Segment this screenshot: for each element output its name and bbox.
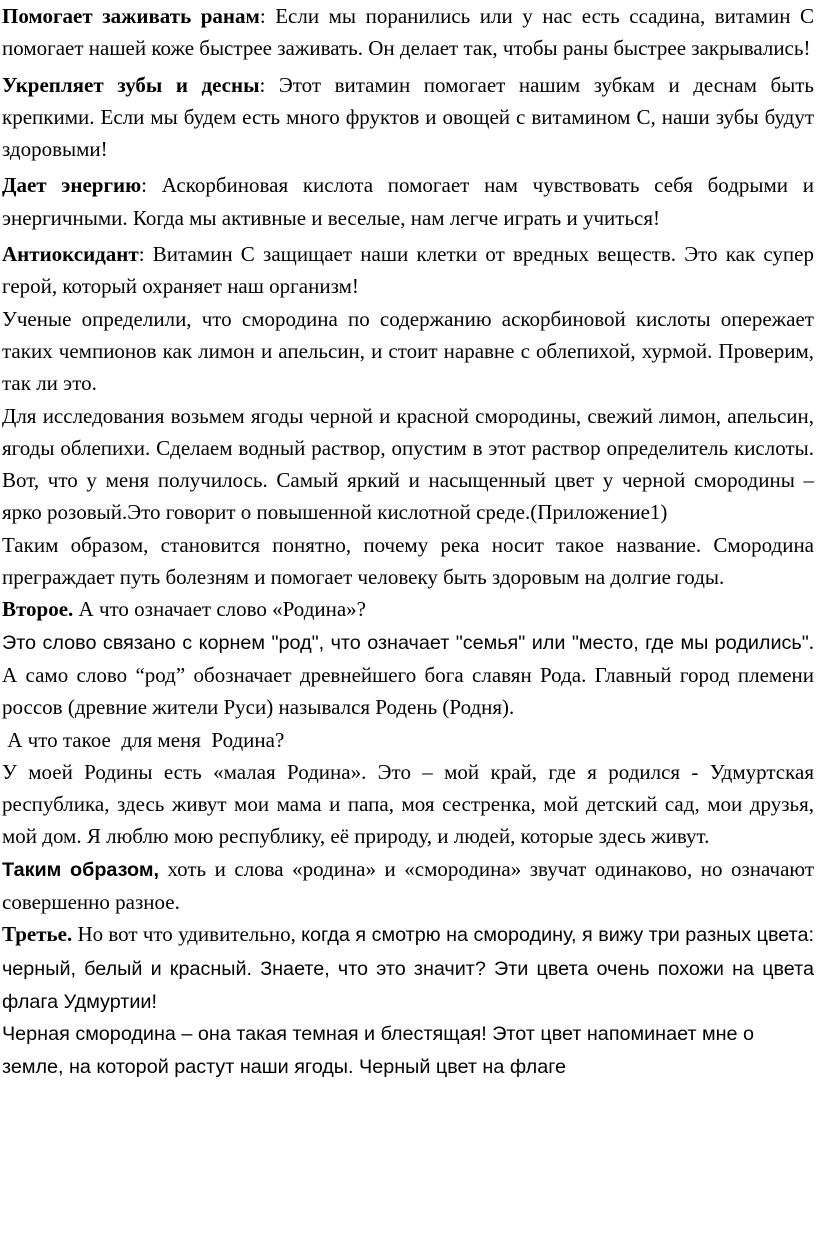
paragraph-research: Для исследования возьмем ягоды черной и красной смородины, свежий лимон, апельсин, ягоды облепихи. Сделаем водный раствор, опустим в этот раствор определитель кислоты. Вот, что у меня получилось. Самый яркий и насыщенный цвет у черной смородины – ярко розовый.Это говорит о повышенной кислотной среде.(Приложение1) [2, 403, 814, 525]
text-energy: : Аскорбиновая кислота помогает нам чувствовать себя бодрыми и энергичными. Когда мы активные и веселые, нам легче играть и учиться! [2, 173, 814, 230]
text-third: Но вот что удивительно, [72, 922, 302, 947]
text-teeth: : Этот витамин помогает нашим зубкам и деснам быть крепкими. Если мы будем есть много фруктов и овощей с витамином С, наши зубы будут здоровыми! [2, 72, 814, 162]
text-second: А что означает слово «Родина»? [73, 597, 366, 622]
paragraph-heal [2, 0, 814, 65]
paragraph-energy [2, 169, 814, 234]
heading-energy: Дает энергию [2, 173, 142, 198]
paragraph-third [2, 918, 814, 1018]
text-antioxidant: : Витамин С защищает наши клетки от вредных веществ. Это как супер герой, который охраняет наш организм! [2, 242, 814, 299]
paragraph-conclusion-1: Таким образом, становится понятно, почему река носит такое название. Смородина преграждает путь болезням и помогает человеку быть здоровым на долгие годы. [2, 532, 814, 590]
heading-second: Второе. [2, 597, 74, 622]
heading-heal: Помогает заживать ранам [2, 4, 260, 28]
paragraph-scientists: Ученые определили, что смородина по содержанию аскорбиновой кислоты опережает таких чемпионов как лимон и апельсин, и стоит наравне с облепихой, хурмой. Проверим, так ли это. [2, 306, 814, 396]
paragraph-second [2, 593, 814, 625]
heading-antioxidant: Антиоксидант [2, 242, 139, 267]
paragraph-teeth [2, 69, 814, 166]
paragraph-small-motherland: У моей Родины есть «малая Родина». Это – мой край, где я родился - Удмуртская республика, здесь живут мои мама и папа, моя сестренка, мой детский сад, мои друзья, мой дом. Я люблю мою республику, её природу, и людей, которые здесь живут. [2, 759, 814, 849]
paragraph-root [2, 626, 814, 724]
heading-third: Третье. [2, 922, 73, 947]
text-root: . А само слово “род” обозначает древнейшего бога славян Рода. Главный город племени россов (древние жители Руси) назывался Родень (Родня). [2, 629, 814, 720]
paragraph-conclusion-2 [2, 853, 814, 919]
heading-teeth: Укрепляет зубы и десны [2, 72, 260, 97]
text-conclusion-2: хоть и слова «родина» и «смородина» звучат одинаково, но означают совершенно разное. [2, 856, 814, 915]
text-heal: : Если мы поранились или у нас есть ссадина, витамин С помогает нашей коже быстрее заживать. Он делает так, чтобы раны быстрее закрывались! [2, 4, 814, 61]
heading-conclusion-2: Таким образом, [2, 858, 159, 881]
paragraph-black-currant: Черная смородина – она такая темная и блестящая! Этот цвет напоминает мне о земле, на которой растут наши ягоды. Черный цвет на флаге [2, 1023, 755, 1078]
text-third-sans: когда я смотрю на смородину, я вижу три разных цвета: черный, белый и красный. Знаете, что это значит? Эти цвета очень похожи на цвета флага Удмуртии! [2, 924, 814, 1013]
paragraph-antioxidant [2, 238, 814, 303]
paragraph-question: А что такое для меня Родина? [2, 727, 285, 752]
text-root-sans: Это слово связано с корнем "род", что означает "семья" или "место, где мы родились" [2, 631, 809, 654]
